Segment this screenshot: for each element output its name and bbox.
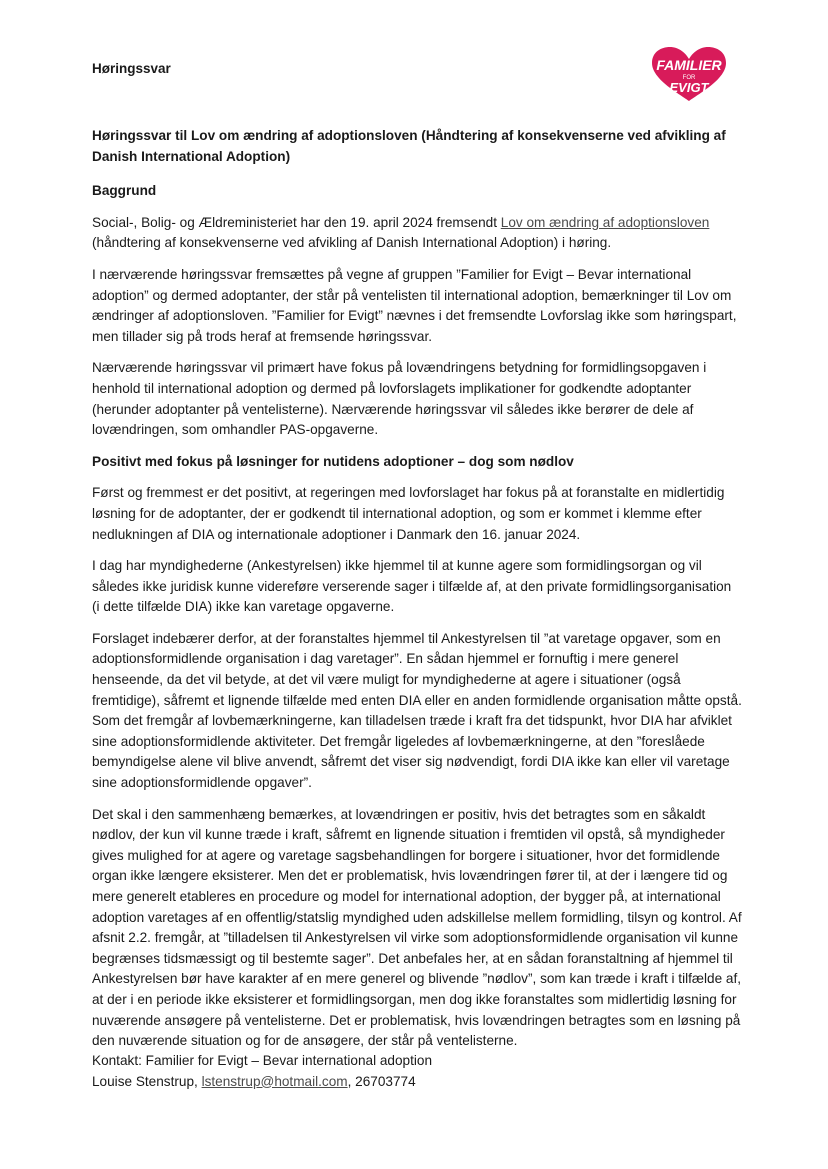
paragraph: Det skal i den sammenhæng bemærkes, at lovændringen er positiv, hvis det betragtes som en såkaldt nødlov, der kun vil kunne træde i kraft, såfremt en lignende situation i fremtiden vil opstå, så myndigheder gives mulighed for at agere og varetage sagsbehandlingen for borgere i situationer, hvor det formidlende organ ikke længere eksisterer. Men det er problematisk, hvis lovændringen fører til, at der i længere tid og mere generelt etableres en procedure og model for international adoption, der bygger på, at international adoption varetages af en offentlig/statslig myndighed uden adskillelse mellem formidling, tilsyn og kontrol. Af afsnit 2.2. fremgår, at ”tilladelsen til Ankestyrelsen vil virke som adoptionsformidlende organisation vil kunne begrænses tidsmæssigt og til bestemte sager”. Det anbefales her, at en sådan foranstaltning af hjemmel til Ankestyrelsen bør have karakter af en mere generel og blivende ”nødlov”, som kan træde i kraft i tilfælde af, at der i en periode ikke eksisterer et formidlingsorgan, men dog ikke foranstaltes som midlertidig løsning for nuværende ansøgere på ventelisterne. Det er problematisk, hvis lovændringen betragtes som en løsning på den nuværende situation og for de ansøgere, der står på ventelisterne. (92, 806, 742, 1049)
header-label: Høringssvar (92, 61, 171, 76)
section-positivt (92, 452, 742, 1052)
paragraph: Nærværende høringssvar vil primært have fokus på lovændringens betydning for formidlingsopgaven i henhold til international adoption og dermed på lovforslagets implikationer for godkendte adoptanter (herunder adoptanter på ventelisterne). Nærværende høringssvar vil således ikke berører de dele af lovændringen, som omhandler PAS-opgaverne. (92, 360, 707, 438)
section-heading: Baggrund (92, 183, 157, 199)
document-body (92, 126, 742, 1063)
contact-phone: , 26703774 (347, 1073, 416, 1089)
paragraph: I dag har myndighederne (Ankestyrelsen) ikke hjemmel til at kunne agere som formidlingsorgan og vil således ikke juridisk kunne videreføre verserende sager i tilfælde af, at den private formidlingsorganisation (i dette tilfælde DIA) ikke kan varetage opgaverne. (92, 558, 732, 615)
svg-text:FOR: FOR (682, 75, 696, 81)
email-link[interactable]: lstenstrup@hotmail.com (201, 1073, 348, 1089)
paragraph: Forslaget indebærer derfor, at der foranstaltes hjemmel til Ankestyrelsen til ”at varetage opgaver, som en adoptionsformidlende organisation i dag varetager”. En sådan hjemmel er fornuftig i mere generel henseende, da det vil betyde, at det vil være muligt for myndighederne at agere i situationer (også fremtidige), såfremt et lignende tilfælde med enten DIA eller en anden formidlende organisation måtte opstå. Som det fremgår af lovbemærkningerne, kan tilladelsen træde i kraft fra det tidspunkt, hvor DIA har afviklet sine adoptionsformidlende aktiviteter. Det fremgår ligeledes af lovbemærkningerne, at den ”foreslåede bemyndigelse alene vil blive anvendt, såfremt det viser sig nødvendigt, fordi DIA ikke kan eller vil varetage sine adoptionsformidlende opgaver”. (92, 630, 742, 791)
svg-text:EVIGT: EVIGT (669, 80, 709, 95)
document-title: Høringssvar til Lov om ændring af adoptionsloven (Håndtering af konsekvenserne ved afvikling af Danish International Adoption) (92, 128, 726, 164)
contact-line: Kontakt: Familier for Evigt – Bevar international adoption (92, 1053, 433, 1068)
paragraph-text: (håndtering af konsekvenserne ved afvikling af Danish International Adoption) i høring. (92, 235, 612, 251)
contact-person: Louise Stenstrup, (92, 1073, 202, 1089)
section-heading: Positivt med fokus på løsninger for nutidens adoptioner – dog som nødlov (92, 453, 574, 469)
law-link[interactable]: Lov om ændring af adoptionsloven (500, 214, 710, 230)
svg-text:FAMILIER: FAMILIER (656, 57, 722, 73)
paragraph: I nærværende høringssvar fremsættes på vegne af gruppen ”Familier for Evigt – Bevar international adoption” og dermed adoptanter, der står på ventelisten til international adoption, bemærkninger til Lov om ændringer af adoptionsloven. ”Familier for Evigt” nævnes i det fremsendte Lovforslag ikke som høringspart, men tillader sig på trods heraf at fremsende høringssvar. (92, 266, 737, 344)
heart-logo-icon (648, 46, 730, 104)
paragraph: Først og fremmest er det positivt, at regeringen med lovforslaget har fokus på at foranstalte en midlertidig løsning for de adoptanter, der er godkendt til international adoption, og som er kommet i klemme efter nedlukningen af DIA og internationale adoptioner i Danmark den 16. januar 2024. (92, 485, 725, 542)
paragraph (92, 213, 742, 254)
contact-person-line (92, 1072, 432, 1093)
contact-footer (92, 1051, 432, 1092)
section-baggrund (92, 181, 742, 441)
paragraph-text: Social-, Bolig- og Ældreministeriet har den 19. april 2024 fremsendt (92, 214, 501, 230)
